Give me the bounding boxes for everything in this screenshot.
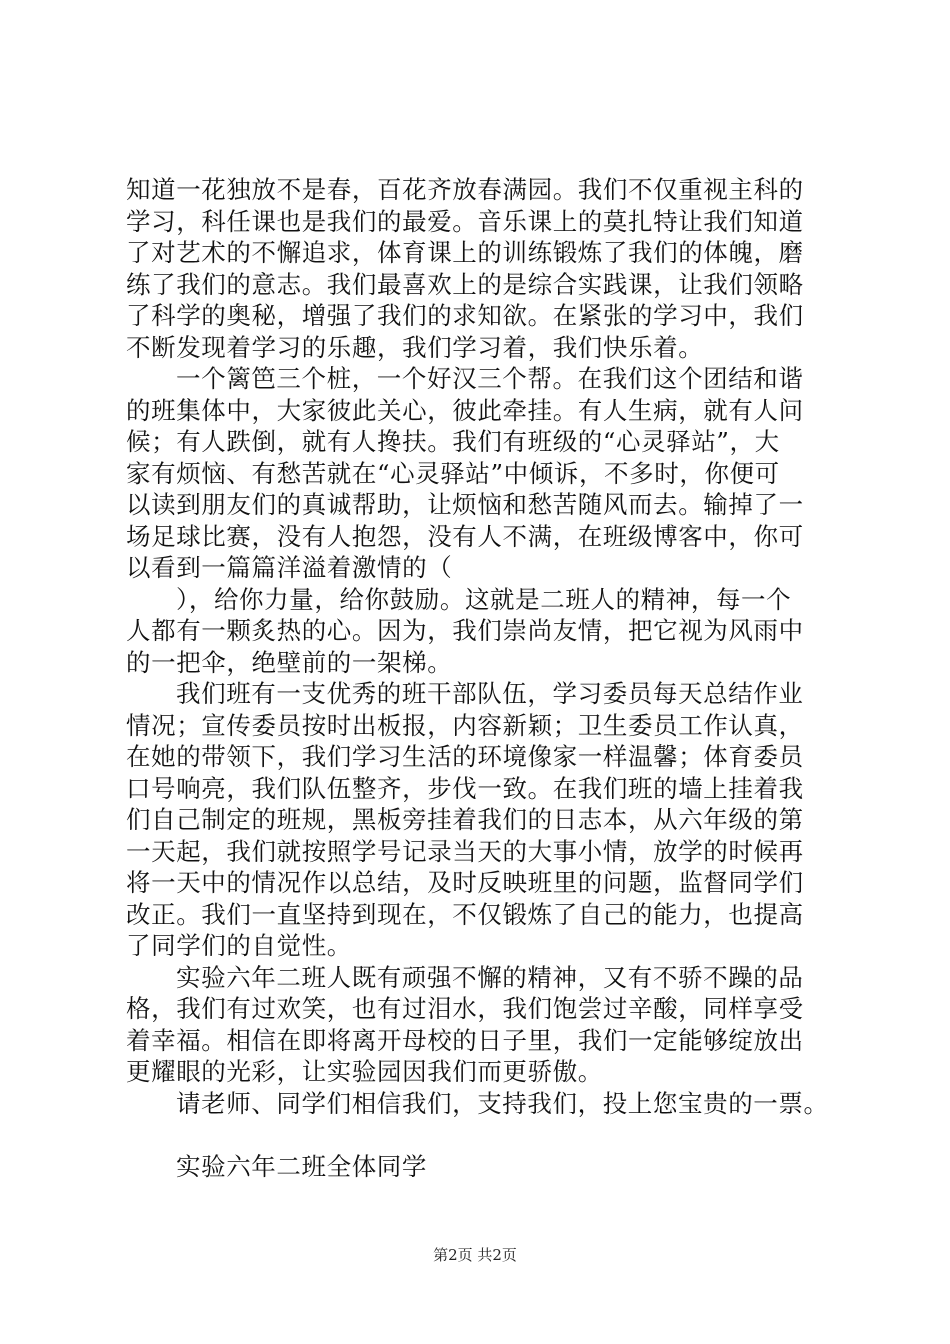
- text-line: 我们班有一支优秀的班干部队伍，学习委员每天总结作业: [176, 679, 804, 708]
- document-body: [126, 174, 846, 1183]
- signature: 实验六年二班全体同学: [176, 1152, 427, 1181]
- text-line: 场足球比赛，没有人抱怨，没有人不满，在班级博客中，你可: [126, 521, 804, 551]
- text-line: 知道一花独放不是春，百花齐放春满园。我们不仅重视主科的: [126, 175, 804, 204]
- paragraph: [126, 678, 846, 962]
- text-line: 一天起，我们就按照学号记录当天的大事小情，放学的时候再: [126, 836, 804, 866]
- text-line: 候；有人跌倒，就有人搀扶。我们有班级的“心灵驿站”，大: [126, 427, 780, 456]
- text-line: 以看到一篇篇洋溢着激情的（: [126, 553, 453, 582]
- text-line: 学习，科任课也是我们的最爱。音乐课上的莫扎特让我们知道: [126, 206, 804, 236]
- text-line: 了同学们的自觉性。: [126, 931, 352, 960]
- text-line: 改正。我们一直坚持到现在，不仅锻炼了自己的能力，也提高: [126, 899, 804, 929]
- text-line: 格，我们有过欢笑，也有过泪水，我们饱尝过辛酸，同样享受: [126, 994, 804, 1023]
- paragraph: [126, 1088, 846, 1120]
- text-line: 了科学的奥秘，增强了我们的求知欲。在紧张的学习中，我们: [126, 301, 804, 330]
- paragraph: [126, 363, 846, 584]
- spacer: [126, 1119, 846, 1151]
- page-footer: 第2页 共2页: [433, 1246, 517, 1264]
- text-line: 的班集体中，大家彼此关心，彼此牵挂。有人生病，就有人问: [126, 395, 804, 425]
- text-line: 不断发现着学习的乐趣，我们学习着，我们快乐着。: [126, 332, 704, 362]
- text-line: 情况；宣传委员按时出板报，内容新颖；卫生委员工作认真，: [126, 710, 804, 740]
- text-line: 练了我们的意志。我们最喜欢上的是综合实践课，让我们领略: [126, 269, 804, 299]
- text-line: 更耀眼的光彩，让实验园因我们而更骄傲。: [126, 1057, 603, 1086]
- text-line: 家有烦恼、有愁苦就在“心灵驿站”中倾诉，不多时，你便可: [126, 458, 780, 488]
- paragraph: [126, 584, 846, 679]
- text-line: 人都有一颗炙热的心。因为，我们崇尚友情，把它视为风雨中: [126, 616, 804, 645]
- text-line: 在她的带领下，我们学习生活的环境像家一样温馨；体育委员: [126, 742, 804, 771]
- text-line: 以读到朋友们的真诚帮助，让烦恼和愁苦随风而去。输掉了一: [126, 490, 804, 519]
- text-line: 了对艺术的不懈追求，体育课上的训练锻炼了我们的体魄，磨: [126, 238, 804, 267]
- paragraph: [126, 174, 846, 363]
- text-line: 口号响亮，我们队伍整齐，步伐一致。在我们班的墙上挂着我: [126, 773, 804, 803]
- text-line: 一个篱笆三个桩，一个好汉三个帮。在我们这个团结和谐: [176, 364, 804, 393]
- text-line: 请老师、同学们相信我们，支持我们，投上您宝贵的一票。: [176, 1088, 829, 1118]
- text-line: 实验六年二班人既有顽强不懈的精神，又有不骄不躁的品: [176, 962, 804, 992]
- text-line: 着幸福。相信在即将离开母校的日子里，我们一定能够绽放出: [126, 1025, 804, 1055]
- text-line: 将一天中的情况作以总结，及时反映班里的问题，监督同学们: [126, 868, 804, 897]
- text-line: ），给你力量，给你鼓励。这就是二班人的精神，每一个: [176, 584, 792, 614]
- text-line: 的一把伞，绝壁前的一架梯。: [126, 647, 453, 677]
- text-line: 们自己制定的班规，黑板旁挂着我们的日志本，从六年级的第: [126, 805, 804, 834]
- paragraph: [126, 962, 846, 1088]
